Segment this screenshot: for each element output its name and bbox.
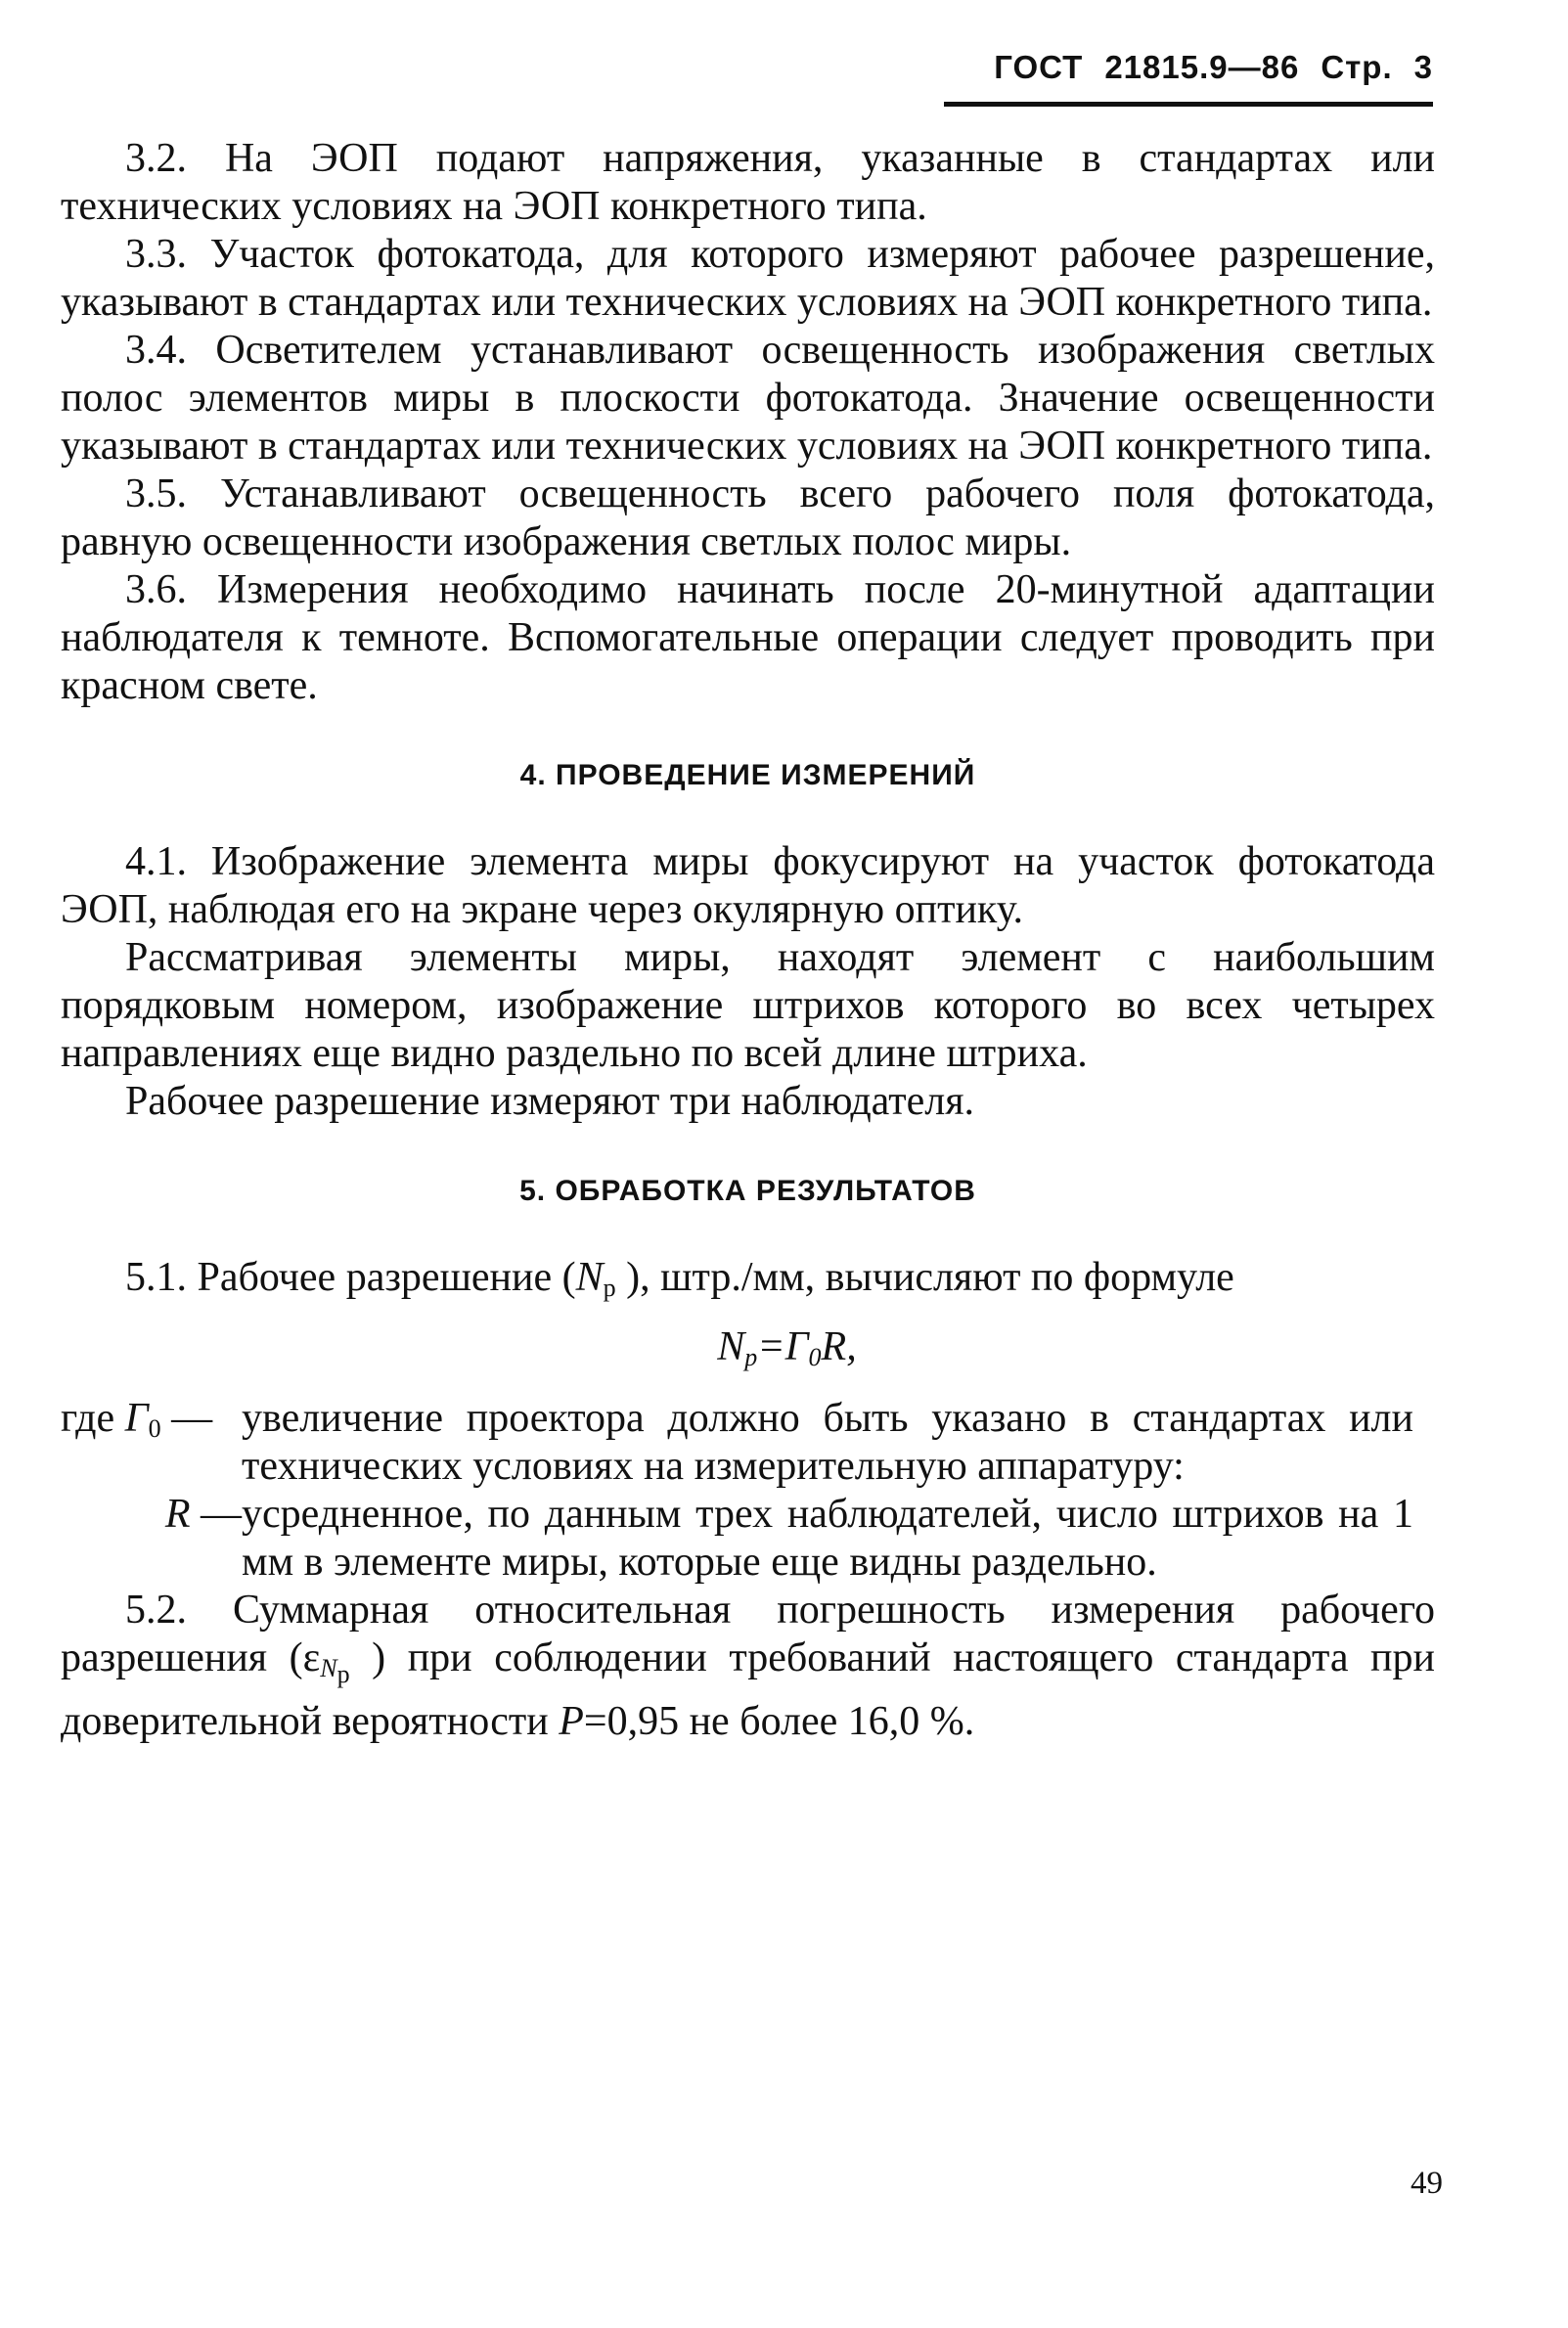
definition-r: R — усредненное, по данным трех наблюдателей, число штрихов на 1 мм в элементе миры, которые еще видны раздельно. [164, 1492, 1413, 1585]
paragraph-4-1-c: Рабочее разрешение измеряют три наблюдателя. [125, 1079, 975, 1124]
section-heading-5: 5. ОБРАБОТКА РЕЗУЛЬТАТОВ [519, 1175, 976, 1207]
paragraph-4-1-b: Рассматривая элементы миры, находят элемент с наибольшим порядковым номером, изображение штрихов которого во всех четырех направлениях еще видно раздельно по всей длине штриха. [61, 935, 1435, 1076]
section-heading-4: 4. ПРОВЕДЕНИЕ ИЗМЕРЕНИЙ [519, 759, 976, 791]
paragraph-5-1: 5.1. Рабочее разрешение ($N_р$ ), штр./мм, вычисляют по формуле [125, 1255, 1234, 1302]
header-rule [944, 102, 1433, 107]
paragraph-4-1-a: 4.1. Изображение элемента миры фокусируют на участок фотокатода ЭОП, наблюдая его на экране через окулярную оптику. [61, 839, 1435, 932]
header-gost: ГОСТ [994, 49, 1084, 85]
paragraph-3-2: 3.2. На ЭОП подают напряжения, указанные в стандартах или технических условиях на ЭОП конкретного типа. [61, 136, 1435, 229]
paragraph-5-2: 5.2. Суммарная относительная погрешность измерения рабочего разрешения ($\varepsilon_{N_р}$ ) при соблюдении требований настоящего стандарта при доверительной вероятности P=0,95 не более 16,0 %. [61, 1588, 1435, 1744]
body-text [61, 135, 1435, 1746]
header-page-label: Стр. [1321, 49, 1393, 85]
definition-g0: где $Г_0$ — увеличение проектора должно быть указано в стандартах или технических условиях на измерительную аппаратуру: [61, 1396, 1413, 1489]
paragraph-3-6: 3.6. Измерения необходимо начинать после 20-минутной адаптации наблюдателя к темноте. Вспомогательные операции следует проводить при красном свете. [61, 567, 1435, 708]
formula: $N_р=Г_0R$, [717, 1324, 857, 1371]
page-number: 49 [1411, 2166, 1443, 2201]
paragraph-3-5: 3.5. Устанавливают освещенность всего рабочего поля фотокатода, равную освещенности изображения светлых полос миры. [61, 471, 1435, 564]
page-header [994, 49, 1433, 86]
paragraph-3-3: 3.3. Участок фотокатода, для которого измеряют рабочее разрешение, указывают в стандартах или технических условиях на ЭОП конкретного типа. [61, 232, 1435, 325]
paragraph-3-4: 3.4. Осветителем устанавливают освещенность изображения светлых полос элементов миры в плоскости фотокатода. Значение освещенности указывают в стандартах или технических условиях на ЭОП конкретного типа. [61, 328, 1435, 469]
header-page-num: 3 [1413, 49, 1433, 85]
header-standard-number: 21815.9—86 [1104, 49, 1300, 85]
